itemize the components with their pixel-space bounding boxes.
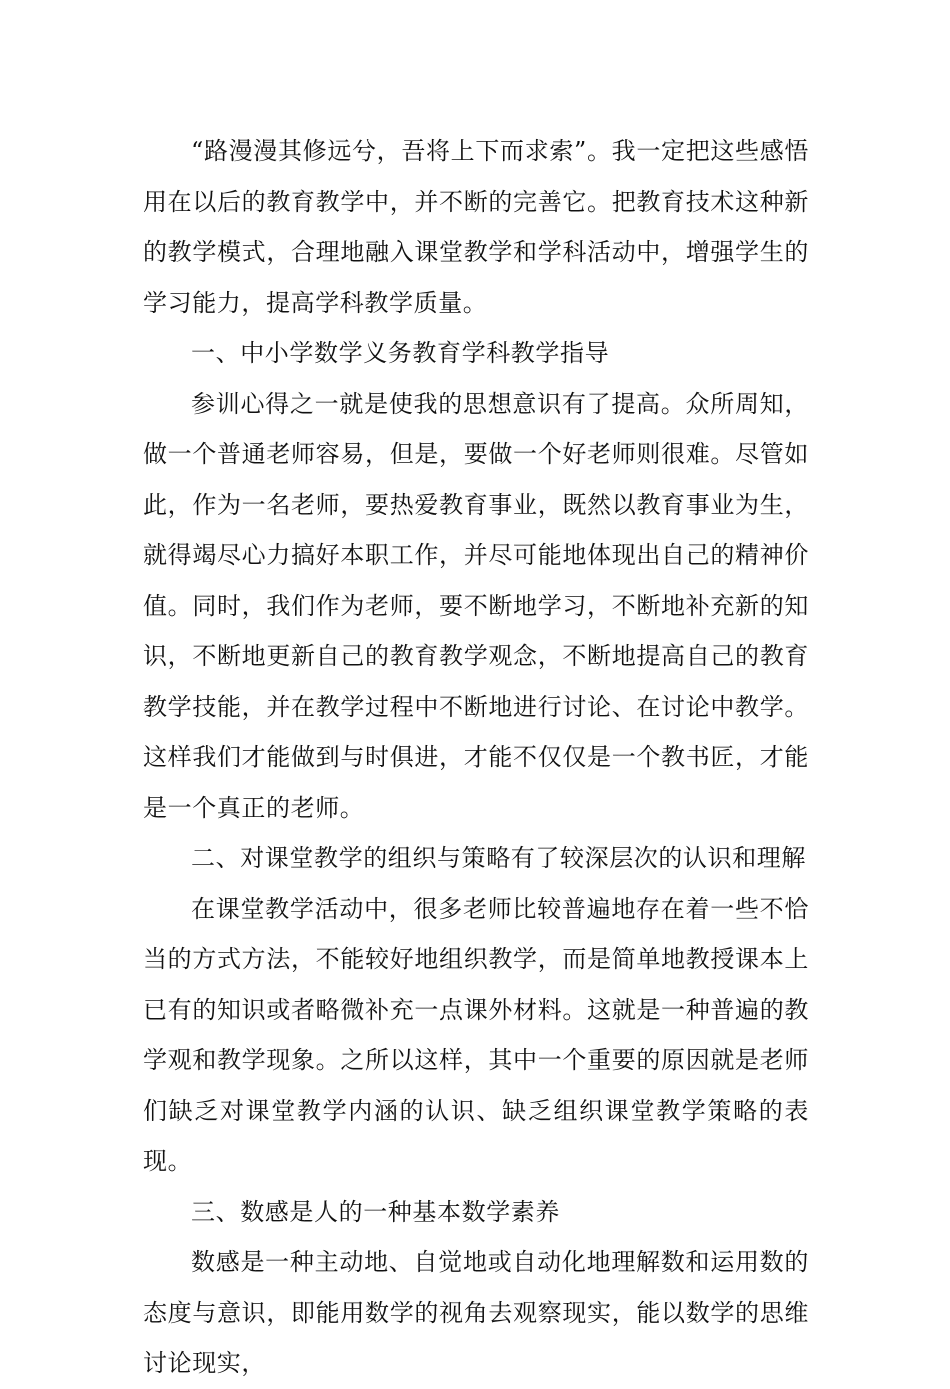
- section-heading-2: 二、对课堂教学的组织与策略有了较深层次的认识和理解: [191, 844, 806, 872]
- paragraph-section-1: 参训心得之一就是使我的思想意识有了提高。众所周知，做一个普通老师容易，但是，要做一个好老师则很难。尽管如此，作为一名老师，要热爱教育事业，既然以教育事业为生，就得竭尽心力搞好本职工作，并尽可能地体现出自己的精神价值。同时，我们作为老师，要不断地学习，不断地补充新的知识，不断地更新自己的教育教学观念，不断地提高自己的教育教学技能，并在教学过程中不断地进行讨论、在讨论中教学。这样我们才能做到与时俱进，才能不仅仅是一个教书匠，才能是一个真正的老师。: [143, 389, 809, 822]
- paragraph-intro-quote: “路漫漫其修远兮，吾将上下而求索”。我一定把这些感悟用在以后的教育教学中，并不断的完善它。把教育技术这种新的教学模式，合理地融入课堂教学和学科活动中，增强学生的学习能力，提高学科教学质量。: [143, 137, 809, 317]
- paragraph-section-2: 在课堂教学活动中，很多老师比较普遍地存在着一些不恰当的方式方法，不能较好地组织教学，而是简单地教授课本上已有的知识或者略微补充一点课外材料。这就是一种普遍的教学观和教学现象。之所以这样，其中一个重要的原因就是老师们缺乏对课堂教学内涵的认识、缺乏组织课堂教学策略的表现。: [143, 894, 809, 1175]
- document-body: [143, 126, 809, 1389]
- paragraph-section-3: 数感是一种主动地、自觉地或自动化地理解数和运用数的态度与意识，即能用数学的视角去观察现实，能以数学的思维讨论现实，: [143, 1248, 809, 1377]
- section-heading-3: 三、数感是人的一种基本数学素养: [191, 1197, 560, 1226]
- section-heading-1: 一、中小学数学义务教育学科教学指导: [191, 339, 610, 367]
